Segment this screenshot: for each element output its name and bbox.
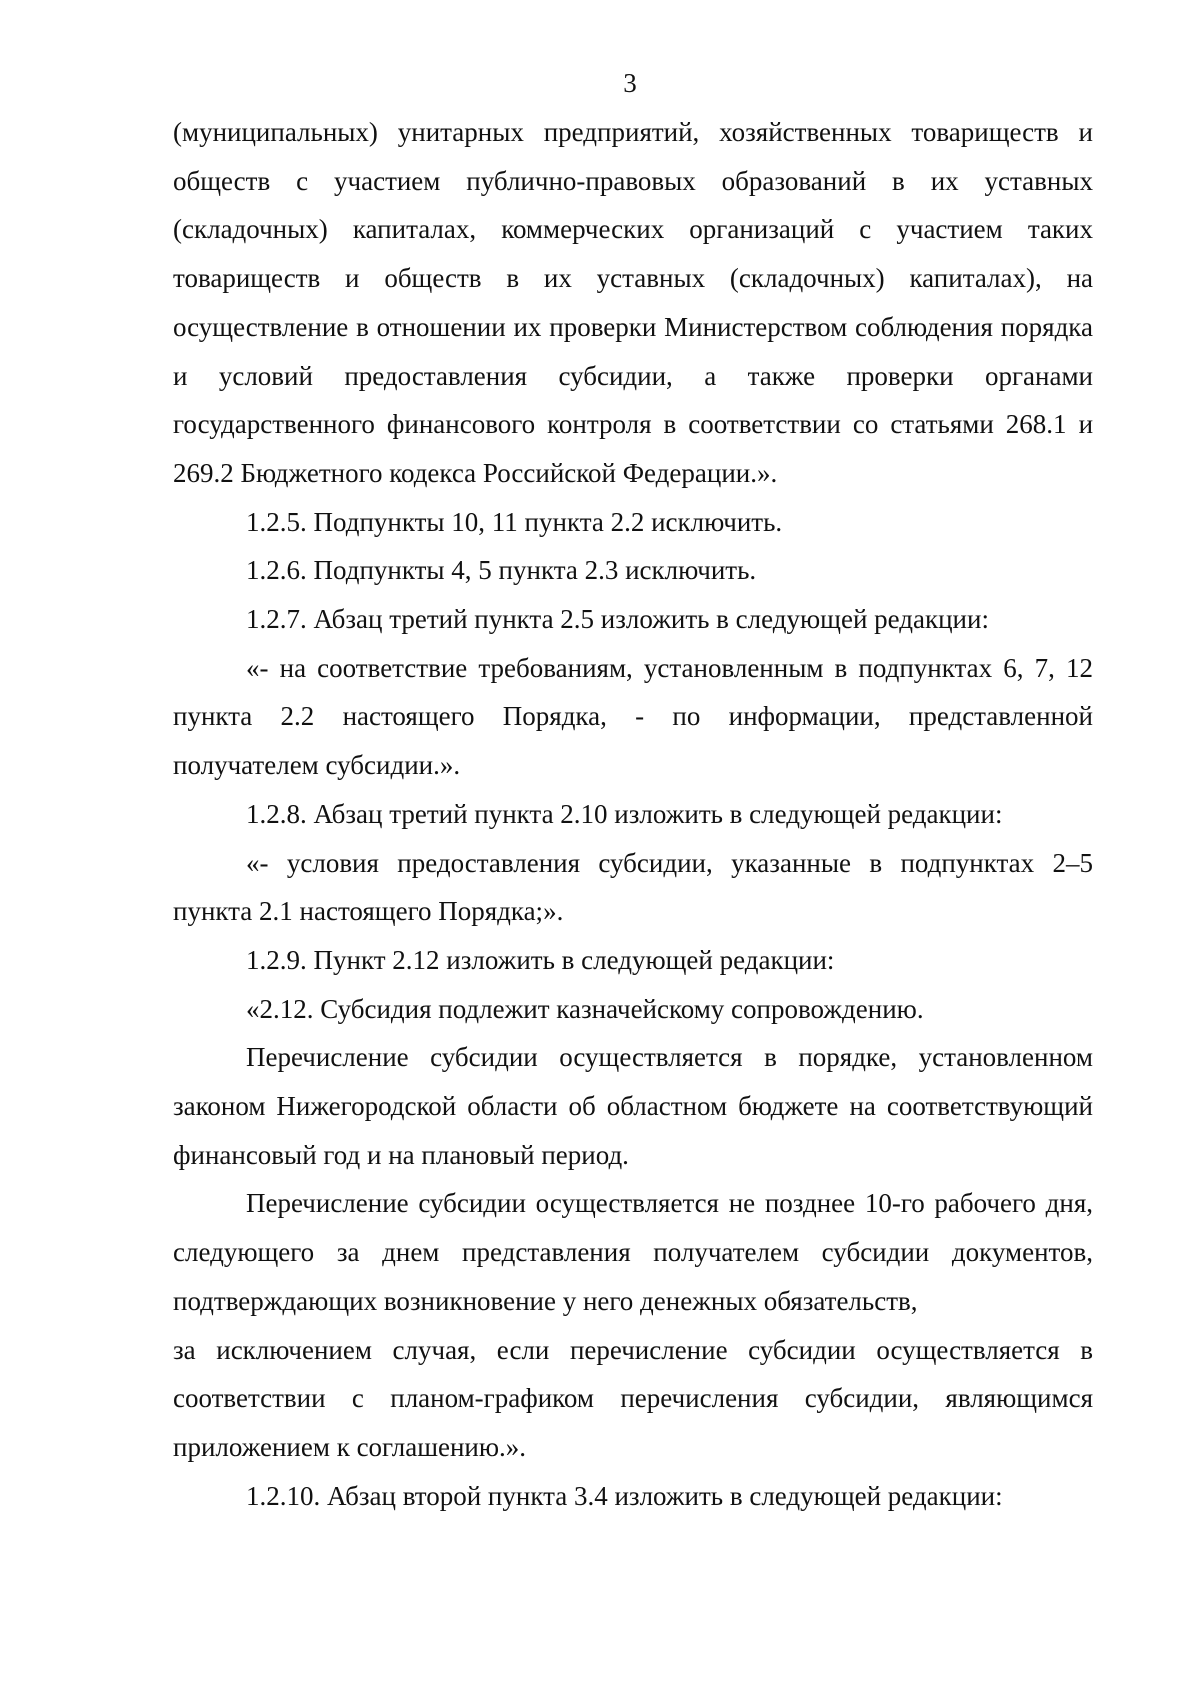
text-line: 1.2.5. Подпункты 10, 11 пункта 2.2 исключить. [246, 506, 783, 537]
text-line: товариществ и обществ в их уставных (складочных) капиталах), [173, 263, 1042, 294]
text-line: «- условия предоставления субсидии, указанные в подпунктах 2–5 [246, 847, 1093, 878]
paragraph-transfer-deadline [173, 1179, 1093, 1325]
text-line: приложением к соглашению.». [173, 1431, 527, 1462]
paragraph-exception [173, 1326, 1093, 1472]
text-line: и 269.2 Бюджетного кодекса Российской Федерации.». [173, 409, 1094, 488]
paragraph-item-1-2-7 [173, 595, 1093, 644]
paragraph-quote-2-12 [173, 985, 1093, 1034]
paragraph-continuation [173, 108, 1093, 498]
text-line: получателем субсидии.». [173, 750, 461, 781]
text-line: 1.2.7. Абзац третий пункта 2.5 изложить в следующей редакции: [246, 604, 989, 635]
text-line: законом Нижегородской области об областном бюджете [173, 1091, 839, 1122]
text-line: 1.2.10. Абзац второй пункта 3.4 изложить в следующей редакции: [246, 1480, 1003, 1511]
paragraph-item-1-2-9 [173, 936, 1093, 985]
text-line: за исключением случая, если перечисление субсидии осуществляется [173, 1334, 1060, 1365]
paragraph-item-1-2-5 [173, 498, 1093, 547]
text-line: 1.2.9. Пункт 2.12 изложить в следующей редакции: [246, 944, 835, 975]
text-line: Перечисление субсидии осуществляется не позднее 10-го рабочего [246, 1188, 1036, 1219]
paragraph-item-1-2-10 [173, 1472, 1093, 1521]
text-line: Перечисление субсидии осуществляется в порядке, установленном [246, 1042, 1093, 1073]
text-line: 12 пункта 2.2 настоящего Порядка, - по информации, представленной [173, 652, 1094, 732]
text-line: дня, следующего за днем представления получателем субсидии [173, 1188, 1094, 1268]
text-line: (муниципальных) унитарных предприятий, хозяйственных товариществ [173, 117, 1059, 147]
page-number: 3 [623, 68, 637, 98]
text-line: (складочных) капиталах, коммерческих организаций с участием таких [173, 214, 1093, 245]
paragraph-quote-2-5 [173, 644, 1093, 790]
text-line: обязательств, [763, 1285, 918, 1316]
text-line: и обществ с участием публично-правовых образований в их уставных [173, 117, 1093, 196]
document-body [173, 108, 1093, 1520]
text-line: 1.2.6. Подпункты 4, 5 пункта 2.3 исключить. [246, 555, 757, 586]
text-line: на соответствующий финансовый год и на плановый период. [173, 1091, 1093, 1170]
text-line: в соответствии с планом-графиком перечисления субсидии, являющимся [173, 1334, 1093, 1414]
text-line: «- на соответствие требованиям, установленным в подпунктах 6, 7, [246, 652, 1055, 683]
paragraph-transfer-order [173, 1033, 1093, 1179]
text-line: государственного финансового контроля в соответствии со статьями 268.1 [173, 409, 1067, 440]
paragraph-item-1-2-8 [173, 790, 1093, 839]
text-line: на осуществление в отношении их проверки Министерством соблюдения [173, 263, 1093, 342]
text-line: документов, подтверждающих возникновение у него денежных [173, 1237, 1093, 1316]
text-line: пункта 2.1 настоящего Порядка;». [173, 896, 564, 927]
text-line: 1.2.8. Абзац третий пункта 2.10 изложить в следующей редакции: [246, 798, 1003, 829]
paragraph-quote-2-10 [173, 839, 1093, 936]
text-line: «2.12. Субсидия подлежит казначейскому сопровождению. [246, 993, 924, 1024]
text-line: порядка и условий предоставления субсидии, а также проверки органами [173, 311, 1094, 391]
paragraph-item-1-2-6 [173, 546, 1093, 595]
